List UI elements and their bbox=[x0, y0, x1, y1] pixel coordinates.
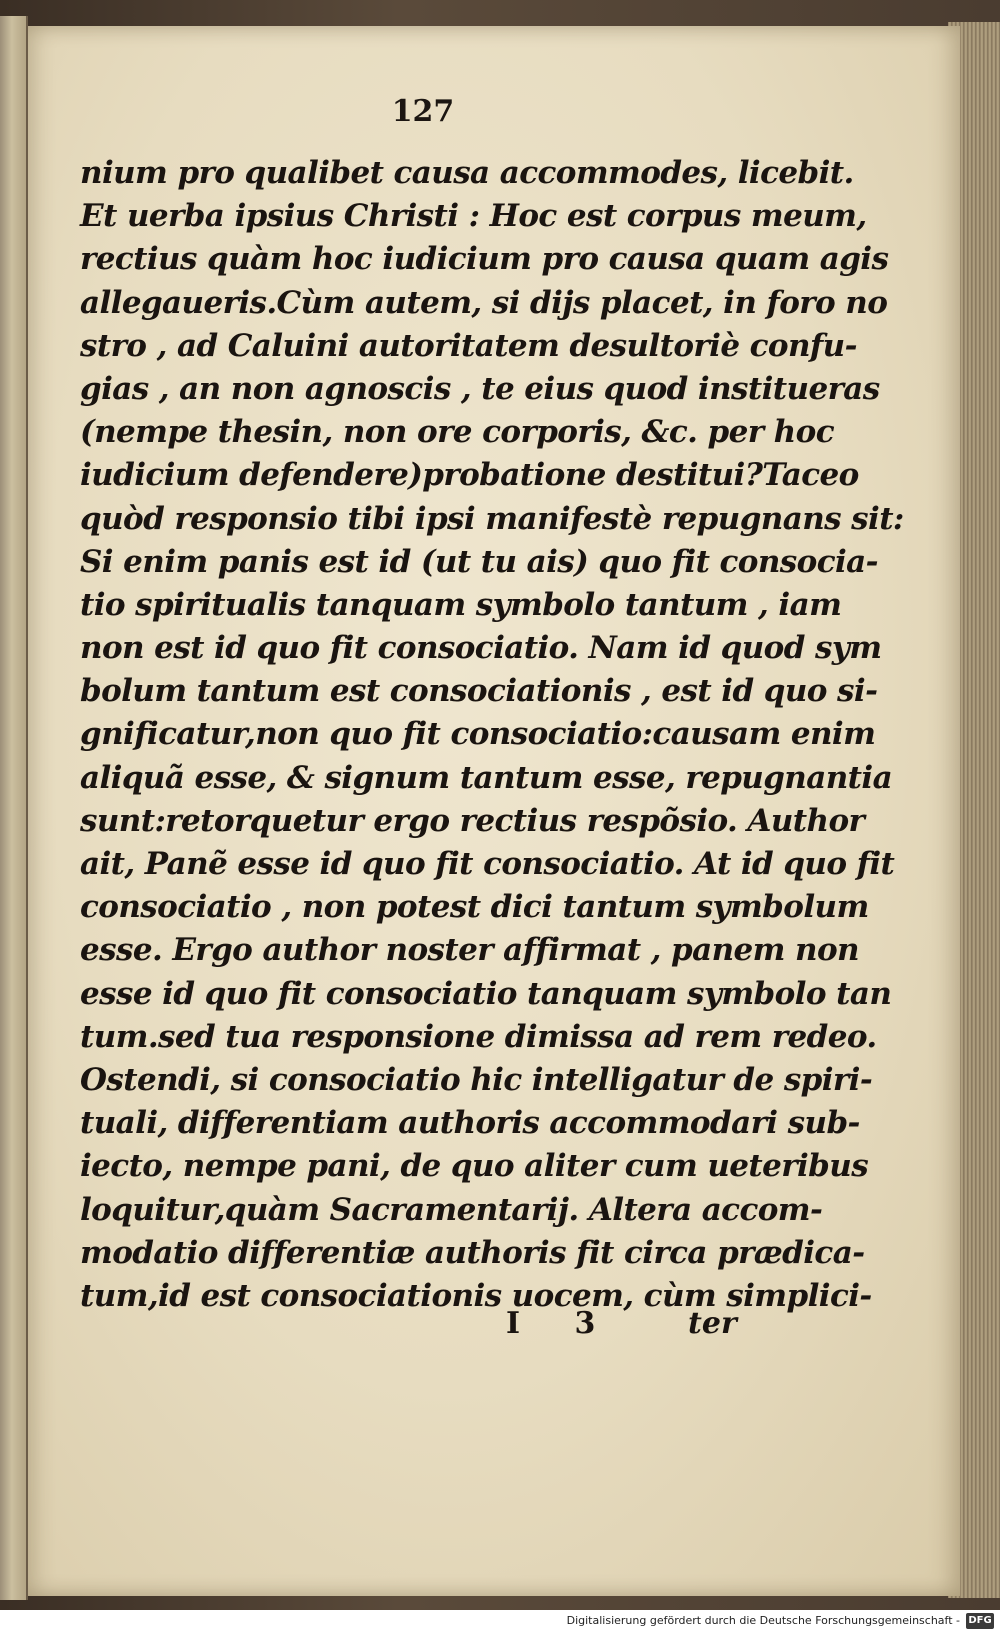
text-line: bolum tantum est consociationis , est id quo si- bbox=[80, 673, 878, 710]
previous-page-edge bbox=[0, 16, 28, 1600]
text-line: tuali, differentiam authoris accommodari sub- bbox=[80, 1105, 860, 1142]
text-line: consociatio , non potest dici tantum symbolum bbox=[80, 889, 869, 926]
text-line: esse id quo fit consociatio tanquam symbolo tan bbox=[80, 975, 892, 1012]
page-number: 127 bbox=[391, 94, 455, 129]
text-line: stro , ad Caluini autoritatem desultoriè confu- bbox=[80, 327, 857, 364]
text-line: tum,id est consociationis uocem, cùm simplici- bbox=[80, 1277, 872, 1314]
text-line: tum.sed tua responsione dimissa ad rem redeo. bbox=[80, 1018, 877, 1055]
digitization-footer bbox=[0, 1610, 1000, 1634]
catchword: ter bbox=[688, 1306, 737, 1341]
body-text bbox=[80, 152, 904, 1318]
signature-mark: I 3 bbox=[506, 1306, 618, 1341]
text-line: gias , an non agnoscis , te eius quod institueras bbox=[80, 370, 880, 407]
text-line: aliquã esse, & signum tantum esse, repugnantia bbox=[80, 759, 893, 796]
text-line: esse. Ergo author noster affirmat , panem non bbox=[80, 932, 859, 969]
text-line: Ostendi, si consociatio hic intelligatur de spiri- bbox=[80, 1061, 873, 1098]
text-line: Et uerba ipsius Christi : Hoc est corpus meum, bbox=[80, 198, 867, 235]
book-page bbox=[28, 26, 960, 1596]
text-line: iecto, nempe pani, de quo aliter cum ueteribus bbox=[80, 1148, 869, 1185]
text-line: gnificatur,non quo fit consociatio:causam enim bbox=[80, 716, 876, 753]
text-line: allegaueris.Cùm autem, si dijs placet, in foro no bbox=[80, 284, 888, 321]
text-line: Si enim panis est id (ut tu ais) quo fit consocia- bbox=[80, 543, 878, 580]
text-line: ait, Panẽ esse id quo fit consociatio. At id quo fit bbox=[80, 846, 895, 882]
page-footer bbox=[28, 1306, 960, 1346]
text-line: quòd responsio tibi ipsi manifestè repugnans sit: bbox=[80, 500, 904, 537]
text-line: loquitur,quàm Sacramentarij. Altera accom- bbox=[80, 1191, 823, 1228]
dfg-logo-icon: DFG bbox=[966, 1613, 994, 1629]
text-line: (nempe thesin, non ore corporis, &c. per hoc bbox=[80, 414, 834, 451]
text-line: non est id quo fit consociatio. Nam id quod sym bbox=[80, 630, 882, 667]
text-line: iudicium defendere)probatione destitui?Taceo bbox=[80, 457, 859, 494]
text-line: rectius quàm hoc iudicium pro causa quam agis bbox=[80, 241, 889, 278]
funding-credit: Digitalisierung gefördert durch die Deutsche Forschungsgemeinschaft - bbox=[566, 1614, 960, 1627]
text-line: modatio differentiæ authoris fit circa prædica- bbox=[80, 1234, 865, 1271]
text-line: sunt:retorquetur ergo rectius respõsio. Author bbox=[80, 802, 865, 839]
text-line: tio spiritualis tanquam symbolo tantum , iam bbox=[80, 586, 842, 623]
text-line: nium pro qualibet causa accommodes, licebit. bbox=[80, 155, 854, 191]
